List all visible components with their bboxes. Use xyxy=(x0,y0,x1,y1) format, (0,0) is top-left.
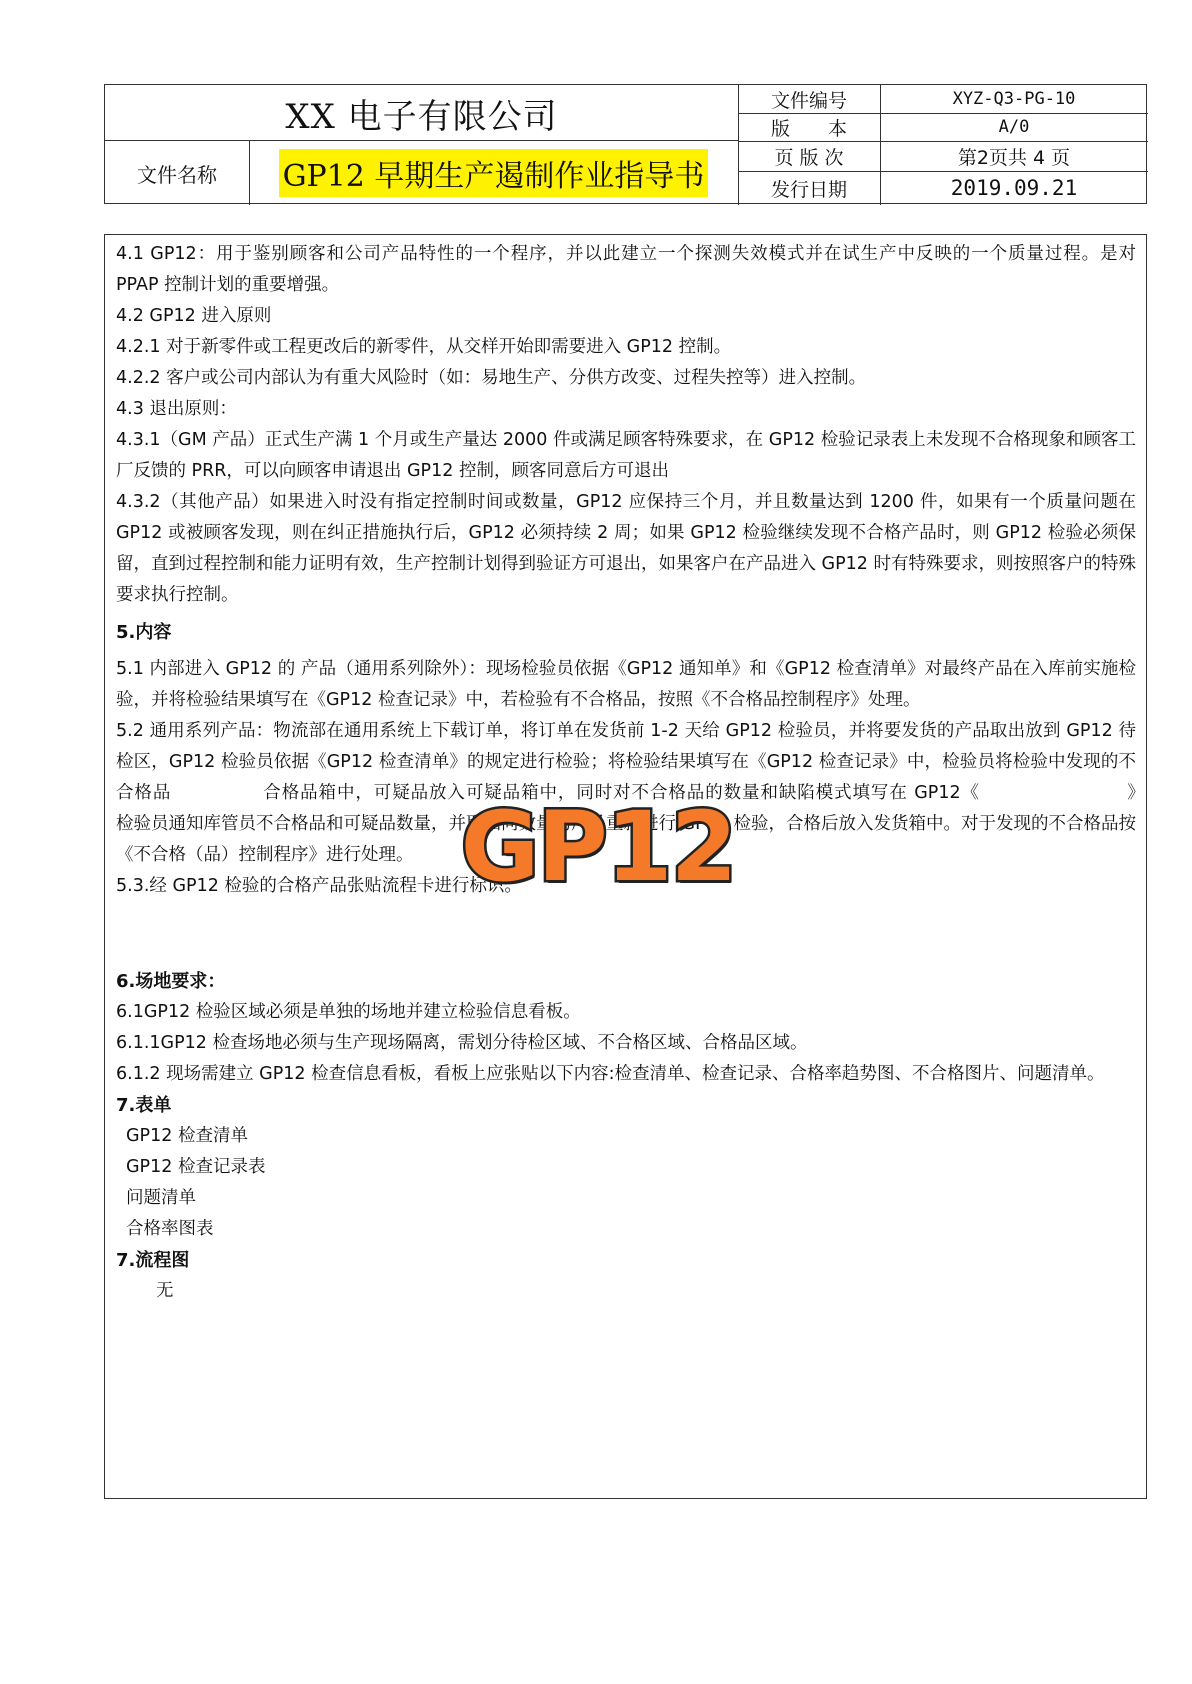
issue-date-value: 2019.09.21 xyxy=(950,176,1078,200)
form-item: GP12 检查记录表 xyxy=(126,1157,266,1177)
version-value: A/0 xyxy=(998,117,1030,137)
company-name: XX 电子有限公司 xyxy=(285,96,558,137)
form-item: 问题清单 xyxy=(126,1188,196,1208)
file-name-label: 文件名称 xyxy=(137,162,217,187)
section-4-2-1: 4.2.1 对于新零件或工程更改后的新零件，从交样开始即需要进入 GP12 控制。 xyxy=(116,337,732,357)
form-item: 合格率图表 xyxy=(126,1219,214,1239)
section-5-2: 5.2 通用系列产品：物流部在通用系统上下载订单，将订单在发货前 1-2 天给 GP12 检验员，并将要发货的产品取出放到 GP12 待检区，GP12 检验员依据《GP12 检查清单》的规定进行检验；将检验结果填写在《GP12 检查记录》中，检验员将检验中发现的不合格品 合格品箱中，可疑品放入可疑品箱中，同时对不合格品的数量和缺陷模式填写在 GP12《 》 检验员通知库管员不合格品和可疑品数量，并取相同数量的产品重新进行 GP12 检验，合格后放入发货箱中。对于发现的不合格品按《不合格（品）控制程序》进行处理。 xyxy=(116,721,1171,865)
issue-date-label: 发行日期 xyxy=(770,178,847,201)
form-item: GP12 检查清单 xyxy=(126,1126,248,1146)
gp12-watermark: GP12 xyxy=(460,791,736,903)
section-6-1: 6.1GP12 检验区域必须是单独的场地并建立检验信息看板。 xyxy=(116,1002,581,1022)
heading-7-forms: 7.表单 xyxy=(116,1095,172,1116)
section-4-2-2: 4.2.2 客户或公司内部认为有重大风险时（如：易地生产、分供方改变、过程失控等）进入控制。 xyxy=(116,368,867,388)
heading-7-flowchart: 7.流程图 xyxy=(116,1250,190,1271)
section-4-3-1: 4.3.1（GM 产品）正式生产满 1 个月或生产量达 2000 件或满足顾客特殊要求，在 GP12 检验记录表上未发现不合格现象和顾客工厂反馈的 PRR，可以向顾客申请退出 GP12 控制，顾客同意后方可退出 xyxy=(116,430,1136,481)
section-4-3: 4.3 退出原则： xyxy=(116,399,237,419)
section-5-3: 5.3.经 GP12 检验的合格产品张贴流程卡进行标识。 xyxy=(116,876,522,896)
section-4-1: 4.1 GP12：用于鉴别顾客和公司产品特性的一个程序，并以此建立一个探测失效模式并在试生产中反映的一个质量过程。是对 PPAP 控制计划的重要增强。 xyxy=(116,244,1136,295)
section-4-2: 4.2 GP12 进入原则 xyxy=(116,306,272,326)
section-5-1: 5.1 内部进入 GP12 的 产品（通用系列除外）：现场检验员依据《GP12 通知单》和《GP12 检查清单》对最终产品在入库前实施检验，并将检验结果填写在《GP12 检查记录》中，若检验有不合格品，按照《不合格品控制程序》处理。 xyxy=(116,659,1136,710)
doc-number-value: XYZ-Q3-PG-10 xyxy=(952,89,1076,109)
flowchart-value: 无 xyxy=(156,1281,174,1301)
doc-number-label: 文件编号 xyxy=(770,89,847,112)
page-label: 页 版 次 xyxy=(774,146,844,169)
section-6-1-2: 6.1.2 现场需建立 GP12 检查信息看板，看板上应张贴以下内容:检查清单、检查记录、合格率趋势图、不合格图片、问题清单。 xyxy=(116,1064,1105,1084)
section-6-1-1: 6.1.1GP12 检查场地必须与生产现场隔离，需划分待检区域、不合格区域、合格品区域。 xyxy=(116,1033,808,1053)
heading-5: 5.内容 xyxy=(116,622,172,643)
document-header xyxy=(104,84,1147,204)
section-4-3-2: 4.3.2（其他产品）如果进入时没有指定控制时间或数量，GP12 应保持三个月，并且数量达到 1200 件，如果有一个质量问题在 GP12 或被顾客发现，则在纠正措施执行后，GP12 必须持续 2 周；如果 GP12 检验继续发现不合格产品时，则 GP12 检验必须保留，直到过程控制和能力证明有效，生产控制计划得到验证方可退出，如果客户在产品进入 GP12 时有特殊要求，则按照客户的特殊要求执行控制。 xyxy=(116,492,1137,605)
file-name-text: GP12 早期生产遏制作业指导书 xyxy=(279,149,709,197)
version-label: 版 本 xyxy=(770,117,847,140)
heading-6: 6.场地要求： xyxy=(116,971,226,992)
file-name xyxy=(249,141,738,205)
page-value: 第2页共 4 页 xyxy=(957,146,1071,169)
